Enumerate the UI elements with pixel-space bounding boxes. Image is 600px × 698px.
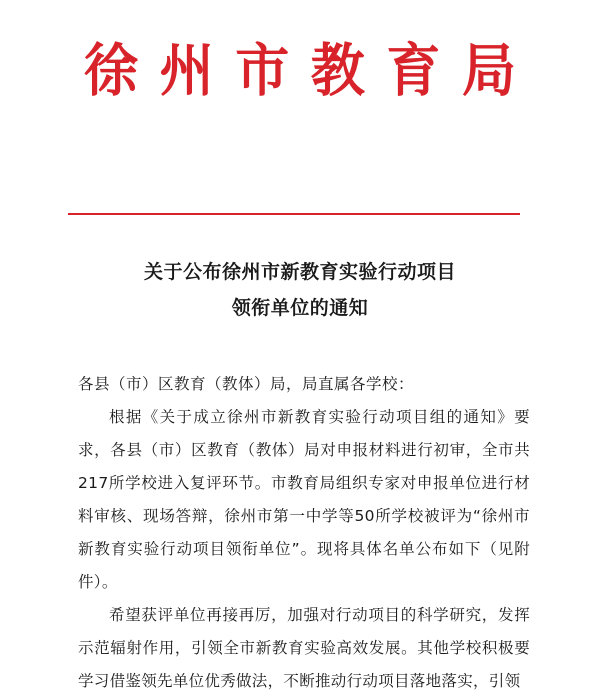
- title-line-1: 关于公布徐州市新教育实验行动项目: [143, 261, 456, 283]
- header-char: 州: [159, 36, 214, 104]
- header-char: 教: [310, 36, 365, 104]
- red-header-divider: [68, 213, 520, 215]
- document-title: [0, 254, 600, 326]
- header-char: 市: [235, 36, 290, 104]
- salutation: 各县（市）区教育（教体）局，局直属各学校：: [78, 375, 415, 393]
- header-char: 局: [461, 36, 516, 104]
- document-body: [78, 368, 530, 698]
- body-paragraph-2: 希望获评单位再接再厉，加强对行动项目的科学研究，发挥示范辐射作用，引领全市新教育实验高效发展。其他学校积极要学习借鉴领先单位优秀做法，不断推动行动项目落地落实，引领: [78, 606, 530, 690]
- title-line-2: 领衔单位的通知: [231, 297, 369, 319]
- issuing-authority-header: [84, 36, 516, 103]
- header-char: 徐: [84, 36, 138, 104]
- header-char: 育: [386, 36, 441, 104]
- body-paragraph-1: 根据《关于成立徐州市新教育实验行动项目组的通知》要求，各县（市）区教育（教体）局对申报材料进行初审，全市共217所学校进入复评环节。市教育局组织专家对申报单位进行材料审核、现场答辩，徐州市第一中学等50所学校被评为“徐州市新教育实验行动项目领衔单位”。现将具体名单公布如下（见附件）。: [78, 408, 530, 591]
